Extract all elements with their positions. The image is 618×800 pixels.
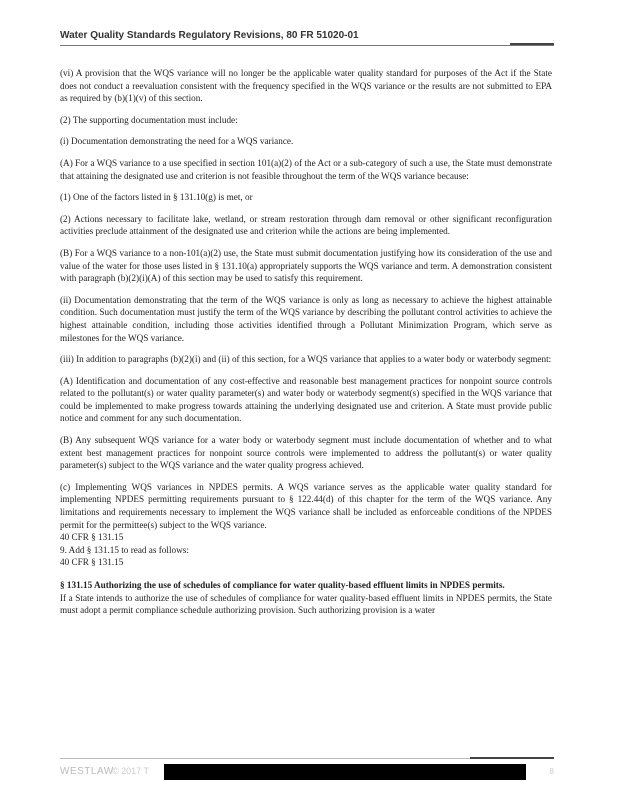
paragraph-2-iii-B: (B) Any subsequent WQS variance for a water body or waterbody segment must include documentation of whether and to what extent best management practices for nonpoint source controls were implemented to address the pollutant(s) or water quality parameter(s) subject to the WQS variance and the water quality progress achieved. bbox=[60, 435, 552, 471]
paragraph-2-ii: (ii) Documentation demonstrating that the term of the WQS variance is only as long as necessary to achieve the highest attainable condition. Such documentation must justify the term of the WQS variance by describing the pollutant control activities to achieve the highest attainable condition, including those activities identified through a Pollutant Minimization Program, which serve as milestones for the WQS variance. bbox=[60, 294, 552, 343]
paragraph-2-iii: (iii) In addition to paragraphs (b)(2)(i) and (ii) of this section, for a WQS variance that applies to a water body or waterbody segment: bbox=[60, 354, 552, 365]
footer-rule-accent bbox=[470, 757, 554, 759]
amendment-instruction: 9. Add § 131.15 to read as follows: bbox=[60, 544, 189, 555]
cfr-citation: 40 CFR § 131.15 bbox=[60, 557, 124, 568]
header-rule bbox=[60, 45, 554, 46]
page-footer bbox=[60, 764, 554, 780]
section-body: If a State intends to authorize the use of schedules of compliance for water quality-based effluent limits in NPDES permits, the State must adopt a permit compliance schedule authorizing provision. Such authorizing provision is a water bbox=[60, 592, 552, 616]
paragraph-vi: (vi) A provision that the WQS variance will no longer be the applicable water quality standard for purposes of the Act if the State does not conduct a reevaluation consistent with the frequency specified in the WQS variance or the results are not submitted to EPA as required by (b)(1)(v) of this section. bbox=[60, 68, 552, 104]
page-number: 8 bbox=[549, 767, 554, 776]
paragraph-2-i-A: (A) For a WQS variance to a use specified in section 101(a)(2) of the Act or a sub-category of such a use, the State must demonstrate that attaining the designated use and criterion is not feasible throughout the term of the WQS variance because: bbox=[60, 157, 552, 181]
footer-copyright: © 2017 T bbox=[112, 766, 149, 776]
header-rule-accent bbox=[510, 43, 554, 45]
paragraph-2-i-A-2: (2) Actions necessary to facilitate lake, wetland, or stream restoration through dam removal or other significant reconfiguration activities preclude attainment of the designated use and criterion while the actions are being implemented. bbox=[60, 213, 552, 237]
document-header-title: Water Quality Standards Regulatory Revisions, 80 FR 51020-01 bbox=[60, 30, 359, 41]
paragraph-2-i: (i) Documentation demonstrating the need for a WQS variance. bbox=[60, 136, 294, 147]
paragraph-2-i-B: (B) For a WQS variance to a non-101(a)(2) use, the State must submit documentation justifying how its consideration of the use and value of the water for those uses listed in § 131.10(a) appropriately supports the WQS variance and term. A demonstration consistent with paragraph (b)(2)(i)(A) of this section may be used to satisfy this requirement. bbox=[60, 247, 552, 284]
cfr-citation: 40 CFR § 131.15 bbox=[60, 532, 124, 543]
paragraph-2-iii-A: (A) Identification and documentation of any cost-effective and reasonable best management practices for nonpoint source controls related to the pollutant(s) or water quality parameter(s) and water body or waterbody segment(s) specified in the WQS variance that could be implemented to make progress towards attaining the underlying designated use and criterion. A State must provide public notice and comment for any such documentation. bbox=[60, 375, 552, 424]
document-body bbox=[60, 67, 552, 617]
paragraph-2-i-A-1: (1) One of the factors listed in § 131.10(g) is met, or bbox=[60, 192, 253, 203]
section-heading: § 131.15 Authorizing the use of schedules of compliance for water quality-based effluent limits in NPDES permits. bbox=[60, 580, 505, 590]
paragraph-2: (2) The supporting documentation must include: bbox=[60, 114, 238, 125]
redaction-bar bbox=[164, 764, 526, 780]
footer-brand: WESTLAW bbox=[60, 766, 114, 777]
paragraph-c: (c) Implementing WQS variances in NPDES permits. A WQS variance serves as the applicable water quality standard for implementing NPDES permitting requirements pursuant to § 122.44(d) of this chapter for the term of the WQS variance. Any limitations and requirements necessary to implement the WQS variance shall be included as enforceable conditions of the NPDES permit for the permittee(s) subject to the WQS variance. bbox=[60, 481, 552, 530]
